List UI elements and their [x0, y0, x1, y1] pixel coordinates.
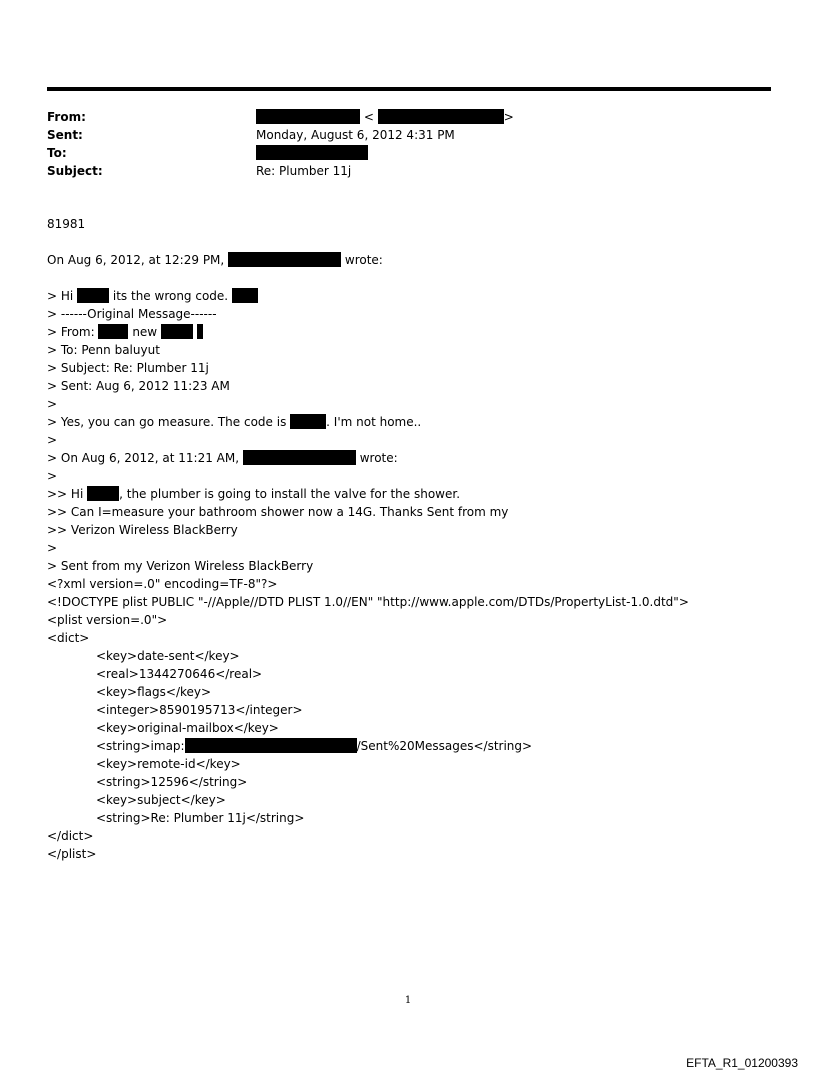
- xml-line: <key>original-mailbox</key>: [96, 721, 279, 735]
- to-value: [256, 144, 368, 162]
- quoted-text: new: [132, 325, 158, 339]
- redaction-bar: [256, 109, 360, 124]
- quoted-line: > ------Original Message------: [47, 307, 217, 321]
- redaction-bar: [228, 252, 341, 267]
- email-header: [47, 108, 747, 180]
- quoted-line: >: [47, 469, 58, 483]
- attribution-wrote: wrote:: [344, 253, 383, 267]
- quoted-text: its the wrong code.: [112, 289, 229, 303]
- page-number: 1: [404, 995, 412, 1006]
- subject-row: [47, 162, 747, 180]
- sent-value: Monday, August 6, 2012 4:31 PM: [256, 128, 455, 142]
- xml-line: </plist>: [47, 847, 97, 861]
- email-body: [47, 215, 787, 863]
- quoted-line: >: [47, 397, 58, 411]
- redaction-bar: [161, 324, 193, 339]
- xml-line: <key>remote-id</key>: [96, 757, 241, 771]
- xml-line: <!DOCTYPE plist PUBLIC "-//Apple//DTD PLIST 1.0//EN" "http://www.apple.com/DTDs/PropertyList-1.0.dtd">: [47, 595, 689, 609]
- quoted-line: >: [47, 541, 58, 555]
- sent-row: [47, 126, 747, 144]
- quoted-text: , the plumber is going to install the valve for the shower.: [119, 487, 461, 501]
- quoted-line: >: [47, 433, 58, 447]
- to-label: To:: [47, 146, 67, 160]
- sent-label: Sent:: [47, 128, 83, 142]
- xml-text: <string>imap:: [96, 739, 185, 753]
- xml-line: <integer>8590195713</integer>: [96, 703, 303, 717]
- quoted-line: > To: Penn baluyut: [47, 343, 160, 357]
- redaction-bar: [197, 324, 203, 339]
- from-value: [256, 108, 514, 126]
- quoted-text: > Yes, you can go measure. The code is: [47, 415, 287, 429]
- xml-line: <?xml version=.0" encoding=TF-8"?>: [47, 577, 278, 591]
- xml-line: [47, 737, 787, 755]
- from-label: From:: [47, 110, 86, 124]
- redaction-bar: [378, 109, 504, 124]
- quoted-line: >> Verizon Wireless BlackBerry: [47, 523, 238, 537]
- redaction-bar: [256, 145, 368, 160]
- xml-line: <key>date-sent</key>: [96, 649, 240, 663]
- quoted-line: [47, 449, 787, 467]
- subject-label: Subject:: [47, 164, 103, 178]
- from-row: [47, 108, 747, 126]
- quoted-text: . I'm not home..: [326, 415, 422, 429]
- quoted-line: [47, 323, 787, 341]
- redaction-bar: [290, 414, 326, 429]
- redaction-bar: [243, 450, 356, 465]
- xml-line: <key>flags</key>: [96, 685, 212, 699]
- quoted-line: > Sent from my Verizon Wireless BlackBerry: [47, 559, 314, 573]
- xml-line: </dict>: [47, 829, 94, 843]
- redaction-bar: [77, 288, 109, 303]
- redaction-bar: [87, 486, 119, 501]
- xml-line: <real>1344270646</real>: [96, 667, 263, 681]
- quoted-text: >> Hi: [47, 487, 84, 501]
- redaction-bar: [232, 288, 258, 303]
- quoted-text: > On Aug 6, 2012, at 11:21 AM,: [47, 451, 240, 465]
- from-gt: >: [503, 110, 514, 124]
- to-row: [47, 144, 747, 162]
- header-rule: [47, 87, 771, 91]
- quoted-line: > Sent: Aug 6, 2012 11:23 AM: [47, 379, 230, 393]
- redaction-bar: [98, 324, 128, 339]
- attribution-text: On Aug 6, 2012, at 12:29 PM,: [47, 253, 225, 267]
- quoted-line: >> Can I=measure your bathroom shower now a 14G. Thanks Sent from my: [47, 505, 509, 519]
- quoted-text: > From:: [47, 325, 95, 339]
- subject-value: Re: Plumber 11j: [256, 164, 352, 178]
- code-line: 81981: [47, 217, 86, 231]
- xml-text: /Sent%20Messages</string>: [356, 739, 533, 753]
- quoted-text: wrote:: [359, 451, 398, 465]
- quoted-text: > Hi: [47, 289, 74, 303]
- redaction-bar: [185, 738, 357, 753]
- xml-line: <string>12596</string>: [96, 775, 248, 789]
- xml-line: <plist version=.0">: [47, 613, 168, 627]
- quoted-line: > Subject: Re: Plumber 11j: [47, 361, 209, 375]
- quoted-line: [47, 287, 787, 305]
- xml-line: <dict>: [47, 631, 90, 645]
- quoted-line: [47, 413, 787, 431]
- from-lt: <: [363, 110, 374, 124]
- xml-line: <string>Re: Plumber 11j</string>: [96, 811, 305, 825]
- xml-line: <key>subject</key>: [96, 793, 226, 807]
- document-id: EFTA_R1_01200393: [686, 1056, 798, 1070]
- attribution-line: [47, 251, 787, 269]
- quoted-line: [47, 485, 787, 503]
